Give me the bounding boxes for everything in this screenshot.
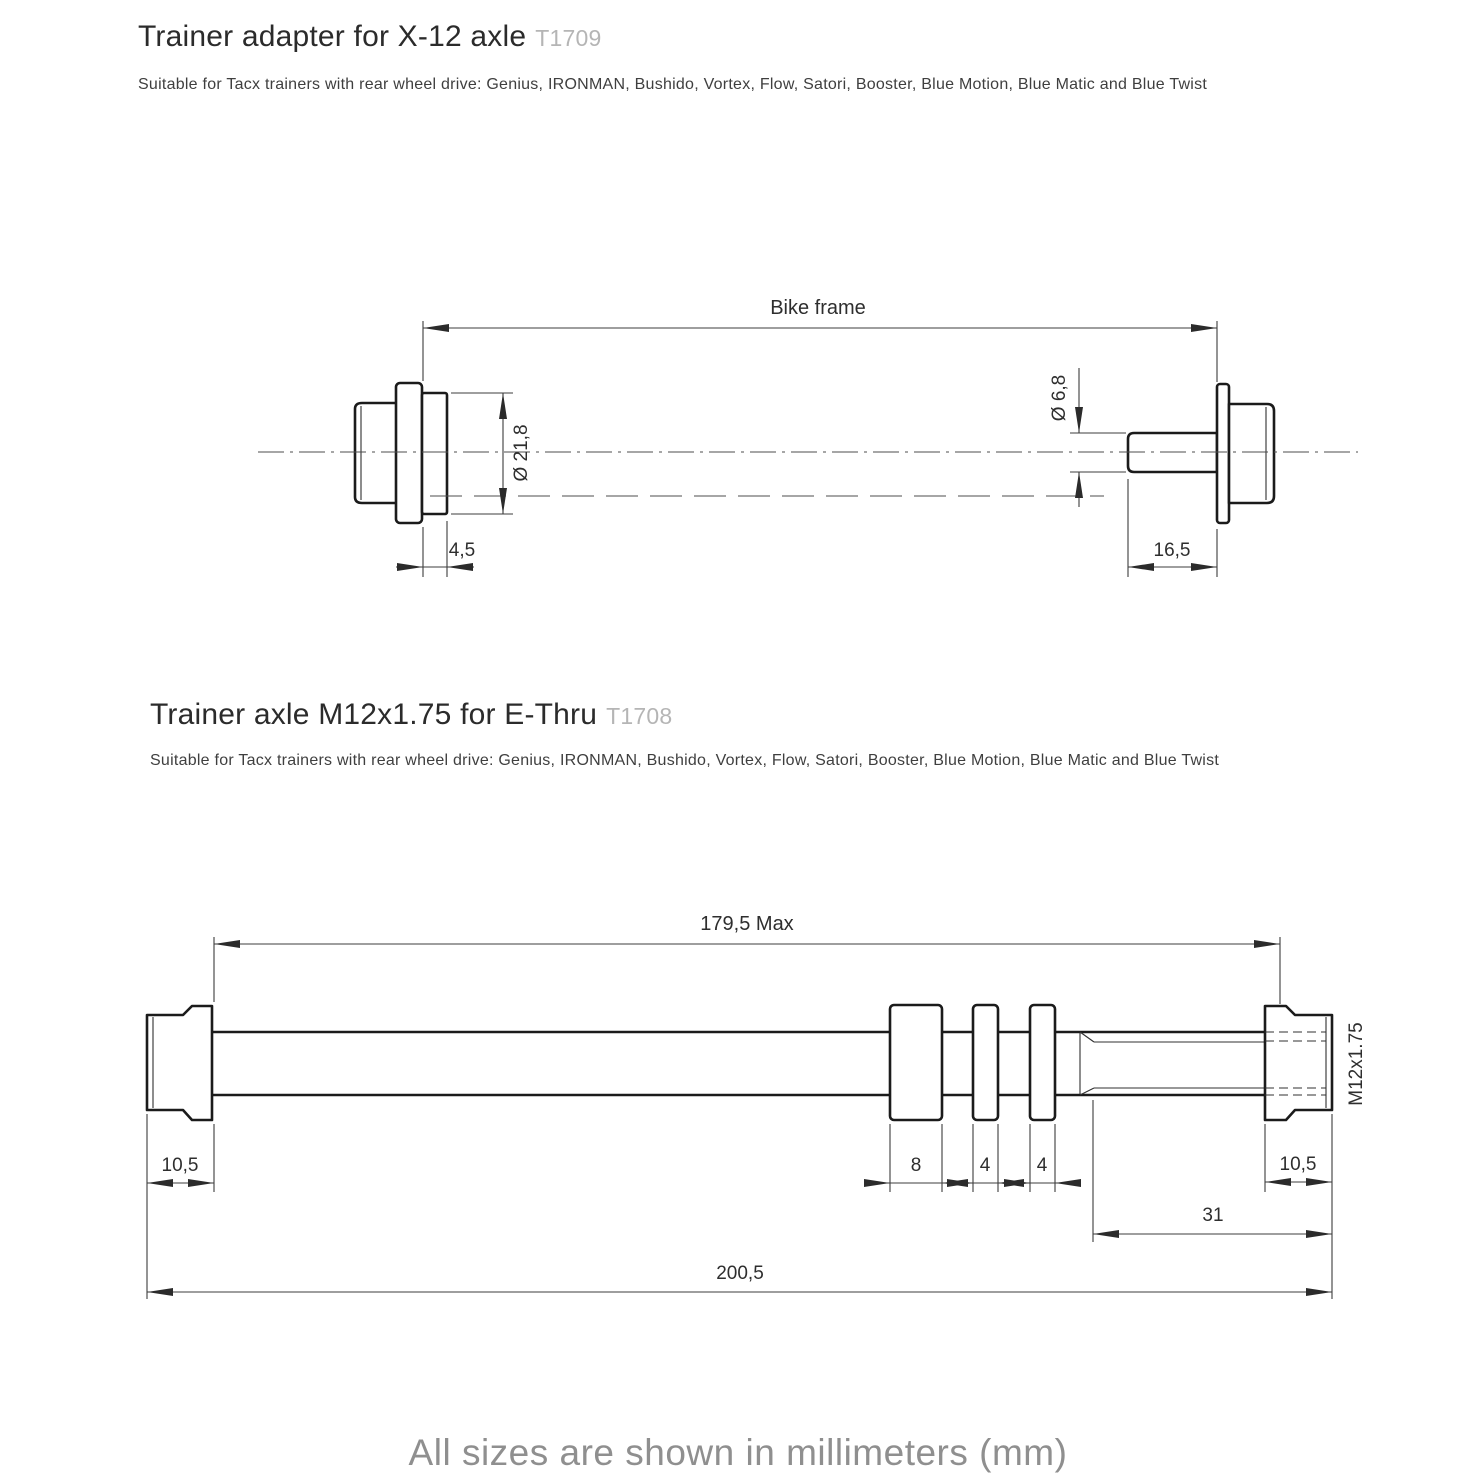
dim-dia-6-8 <box>1049 368 1126 507</box>
dim-31 <box>1093 1205 1332 1234</box>
dim-8-label: 8 <box>910 1155 922 1176</box>
collar-4mm-b <box>1030 1005 1055 1120</box>
axle-left-head-outline <box>147 1006 212 1120</box>
axle-right-cap <box>1265 1006 1332 1120</box>
axle-left-head <box>147 1006 212 1120</box>
axle-right-cap-outline <box>1265 1006 1332 1120</box>
dim-10-5-right <box>1265 1154 1332 1182</box>
collar-8mm <box>890 1005 942 1120</box>
dim-200-5 <box>147 1263 1332 1292</box>
dim-179-5-label: 179,5 Max <box>700 913 794 935</box>
dim-10-5-right-label: 10,5 <box>1279 1154 1317 1175</box>
section2-title-text: Trainer axle M12x1.75 for E-Thru <box>150 698 598 731</box>
right-adapter-flange <box>1217 384 1229 523</box>
section2-subtitle: Suitable for Tacx trainers with rear wheel drive: Genius, IRONMAN, Bushido, Vortex, Flow, Satori, Booster, Blue Motion, Blue Matic and Blue Twist <box>150 752 1220 769</box>
drawing-adapter-x12 <box>258 297 1358 577</box>
dim-200-5-label: 200,5 <box>716 1263 764 1284</box>
dim-dia-21-8-label: Ø 21,8 <box>511 424 532 482</box>
dim-10-5-left <box>147 1155 214 1183</box>
axle-collars <box>890 1005 1055 1120</box>
dim-collars <box>866 1124 1079 1192</box>
dim-dia-6-8-label: Ø 6,8 <box>1049 374 1070 422</box>
dim-4-5-label: 4,5 <box>448 540 476 561</box>
dim-10-5-left-label: 10,5 <box>161 1155 199 1176</box>
dim-4-5 <box>396 521 475 577</box>
left-adapter-flange <box>396 383 422 523</box>
axle-shaft <box>212 1032 1080 1095</box>
axle-thread <box>1080 1032 1265 1095</box>
right-adapter-body <box>1128 384 1274 523</box>
thread-spec-label: M12x1.75 <box>1346 1022 1367 1106</box>
thread-chamfer <box>1080 1032 1094 1042</box>
dim-16-5-label: 16,5 <box>1153 540 1191 561</box>
dim-bike-frame <box>423 297 1217 382</box>
section2-product-code: T1708 <box>606 703 673 729</box>
dim-4a-label: 4 <box>979 1155 991 1176</box>
section1-subtitle: Suitable for Tacx trainers with rear wheel drive: Genius, IRONMAN, Bushido, Vortex, Flow, Satori, Booster, Blue Motion, Blue Matic and Blue Twist <box>138 76 1208 93</box>
dim-bike-frame-label: Bike frame <box>770 297 866 319</box>
section1-product-code: T1709 <box>535 25 602 51</box>
collar-4mm-a <box>973 1005 998 1120</box>
drawing-axle-m12 <box>147 913 1367 1299</box>
section1-title-text: Trainer adapter for X-12 axle <box>138 20 527 53</box>
dim-4b-label: 4 <box>1036 1155 1048 1176</box>
left-adapter-body <box>355 383 447 523</box>
right-adapter-barrel <box>1229 404 1274 503</box>
dim-16-5 <box>1128 479 1217 577</box>
dim-31-label: 31 <box>1202 1205 1224 1226</box>
footer-note: All sizes are shown in millimeters (mm) <box>408 1432 1068 1473</box>
dim-179-5 <box>214 913 1280 1004</box>
